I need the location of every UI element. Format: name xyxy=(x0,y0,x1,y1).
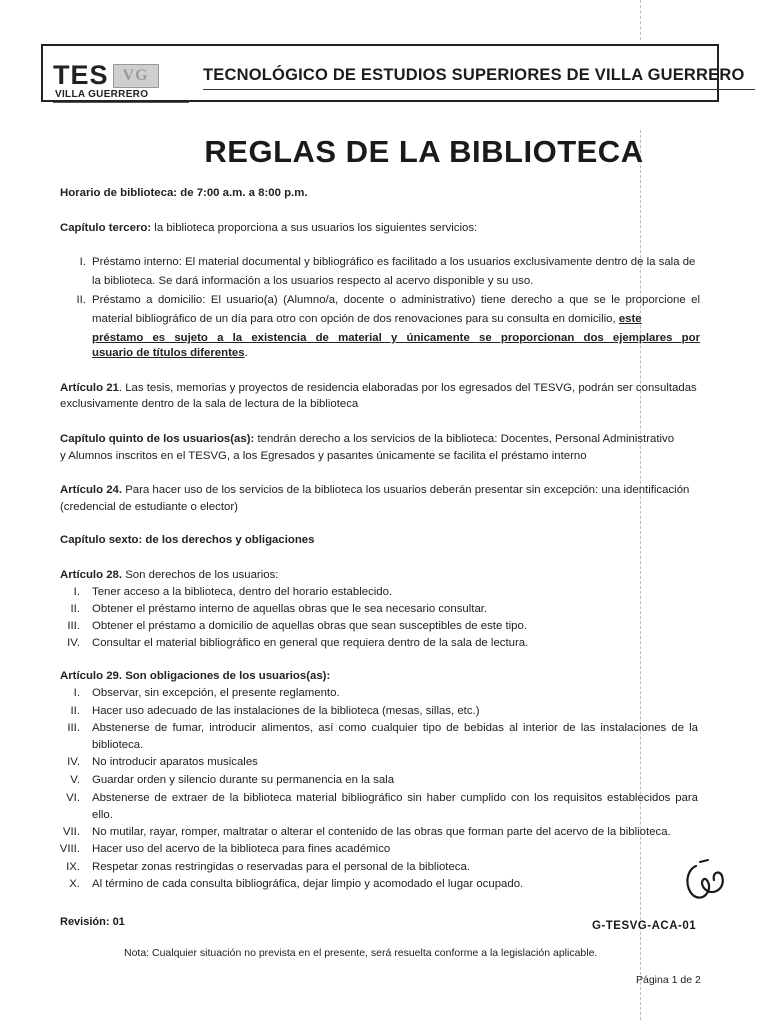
list-item-line: Préstamo interno: El material documental y bibliográfico es facilitado a los usuarios exclusivamente dentro de la sala de xyxy=(92,256,696,268)
chapter-label: Capítulo quinto de los usuarios(as): xyxy=(60,433,255,445)
chapter-five xyxy=(60,434,674,445)
list-number: IV. xyxy=(67,637,80,649)
document-code: G-TESVG-ACA-01 xyxy=(592,920,697,932)
list-item: Abstenerse de fumar, introducir alimentos, así como cualquier tipo de bebidas al interior de las instalaciones de la xyxy=(92,722,698,734)
list-number: VII. xyxy=(62,826,80,838)
list-item: Tener acceso a la biblioteca, dentro del horario establecido. xyxy=(92,586,393,598)
header-divider xyxy=(203,89,755,90)
page-number: Página 1 de 2 xyxy=(636,974,701,986)
article-label: Artículo 21 xyxy=(60,382,119,394)
page-title: REGLAS DE LA BIBLIOTECA xyxy=(204,134,644,169)
list-number: I. xyxy=(73,586,80,598)
logo-divider xyxy=(53,102,189,103)
article-text: Son derechos de los usuarios: xyxy=(122,569,279,581)
article-label: Artículo 24. xyxy=(60,484,123,496)
article-21 xyxy=(60,383,697,394)
list-item-line xyxy=(92,314,700,325)
list-item: ello. xyxy=(92,809,113,821)
revision-number: Revisión: 01 xyxy=(60,916,125,928)
footer-note: Nota: Cualquier situación no prevista en el presente, será resuelta conforme a la legislación aplicable. xyxy=(124,947,598,959)
library-hours: Horario de biblioteca: de 7:00 a.m. a 8:00 p.m. xyxy=(60,187,308,199)
list-number: VIII. xyxy=(59,843,80,855)
list-number: V. xyxy=(70,774,80,786)
list-number: IX. xyxy=(66,861,80,873)
list-number: VI. xyxy=(66,792,80,804)
list-item-line: usuario de títulos diferentes. xyxy=(92,347,248,359)
article-label: Artículo 28. xyxy=(60,569,123,581)
list-item-line: Préstamo a domicilio: El usuario(a) (Alumno/a, docente o administrativo) tiene derecho a que se le proporcione el xyxy=(92,294,700,306)
article-text: . Las tesis, memorias y proyectos de residencia elaboradas por los egresados del TESVG, podrán ser consultadas xyxy=(118,382,697,394)
chapter-six-heading: Capítulo sexto: de los derechos y obligaciones xyxy=(60,534,315,546)
scan-fold-line xyxy=(640,0,641,40)
chapter-text: tendrán derecho a los servicios de la biblioteca: Docentes, Personal Administrativo xyxy=(254,433,675,445)
list-number: I. xyxy=(73,687,80,699)
logo-mark: VG xyxy=(113,64,159,88)
list-item: Respetar zonas restringidas o reservadas para el personal de la biblioteca. xyxy=(92,861,471,873)
underlined-text: este xyxy=(618,313,642,325)
document-header xyxy=(41,44,745,102)
institution-name: TECNOLÓGICO DE ESTUDIOS SUPERIORES DE VILLA GUERRERO xyxy=(203,66,745,84)
list-number: II. xyxy=(76,294,86,306)
list-item: Hacer uso del acervo de la biblioteca para fines académico xyxy=(92,843,391,855)
list-item: Al término de cada consulta bibliográfica, dejar limpio y acomodado el lugar ocupado. xyxy=(92,878,524,890)
article-29-heading: Artículo 29. Son obligaciones de los usuarios(as): xyxy=(60,670,331,682)
list-item-line: la biblioteca. Se dará información a los usuarios respecto al acervo disponible y su uso. xyxy=(92,275,534,287)
handwritten-signature xyxy=(682,858,734,904)
list-number: IV. xyxy=(67,756,80,768)
article-24 xyxy=(60,485,689,496)
article-text: Para hacer uso de los servicios de la biblioteca los usuarios deberán presentar sin excepción: una identificación xyxy=(122,484,690,496)
list-item: Guardar orden y silencio durante su permanencia en la sala xyxy=(92,774,395,786)
list-item: No mutilar, rayar, romper, maltratar o alterar el contenido de las obras que forman parte del acervo de la biblioteca. xyxy=(92,826,671,838)
article-text: (credencial de estudiante o elector) xyxy=(60,501,238,513)
chapter-three-intro xyxy=(60,223,477,234)
list-number: X. xyxy=(69,878,80,890)
list-number: I. xyxy=(79,256,86,268)
institution-logo xyxy=(53,62,159,89)
list-item: Obtener el préstamo interno de aquellas obras que le sea necesario consultar. xyxy=(92,603,488,615)
logo-text: TES xyxy=(53,60,109,90)
logo-subtitle: VILLA GUERRERO xyxy=(55,89,149,100)
article-text: exclusivamente dentro de la sala de lectura de la biblioteca xyxy=(60,398,359,410)
list-item: Consultar el material bibliográfico en general que requiera dentro de la sala de lectura. xyxy=(92,637,529,649)
list-number: II. xyxy=(70,603,80,615)
list-item: Observar, sin excepción, el presente reglamento. xyxy=(92,687,340,699)
article-28 xyxy=(60,570,278,581)
list-item-text: material bibliográfico de un día para otro con opción de dos renovaciones para su consulta en domicilio, xyxy=(92,313,619,325)
chapter-three-label: Capítulo tercero: xyxy=(60,222,152,234)
list-item: Abstenerse de extraer de la biblioteca material bibliográfico sin haber cumplido con los requisitos establecidos para xyxy=(92,792,698,804)
underlined-text: usuario de títulos diferentes xyxy=(92,347,245,359)
list-item: Obtener el préstamo a domicilio de aquellas obras que sean susceptibles de este tipo. xyxy=(92,620,528,632)
list-item: biblioteca. xyxy=(92,739,144,751)
chapter-three-text: la biblioteca proporciona a sus usuarios los siguientes servicios: xyxy=(151,222,478,234)
list-item: No introducir aparatos musicales xyxy=(92,756,258,768)
list-number: III. xyxy=(67,620,80,632)
underlined-text: préstamo es sujeto a la existencia de material y únicamente se proporcionan dos ejemplares por xyxy=(92,332,700,344)
list-item: Hacer uso adecuado de las instalaciones de la biblioteca (mesas, sillas, etc.) xyxy=(92,705,480,717)
list-number: III. xyxy=(67,722,80,734)
chapter-text: y Alumnos inscritos en el TESVG, a los Egresados y pasantes únicamente se facilita el préstamo interno xyxy=(60,450,587,462)
list-number: II. xyxy=(70,705,80,717)
